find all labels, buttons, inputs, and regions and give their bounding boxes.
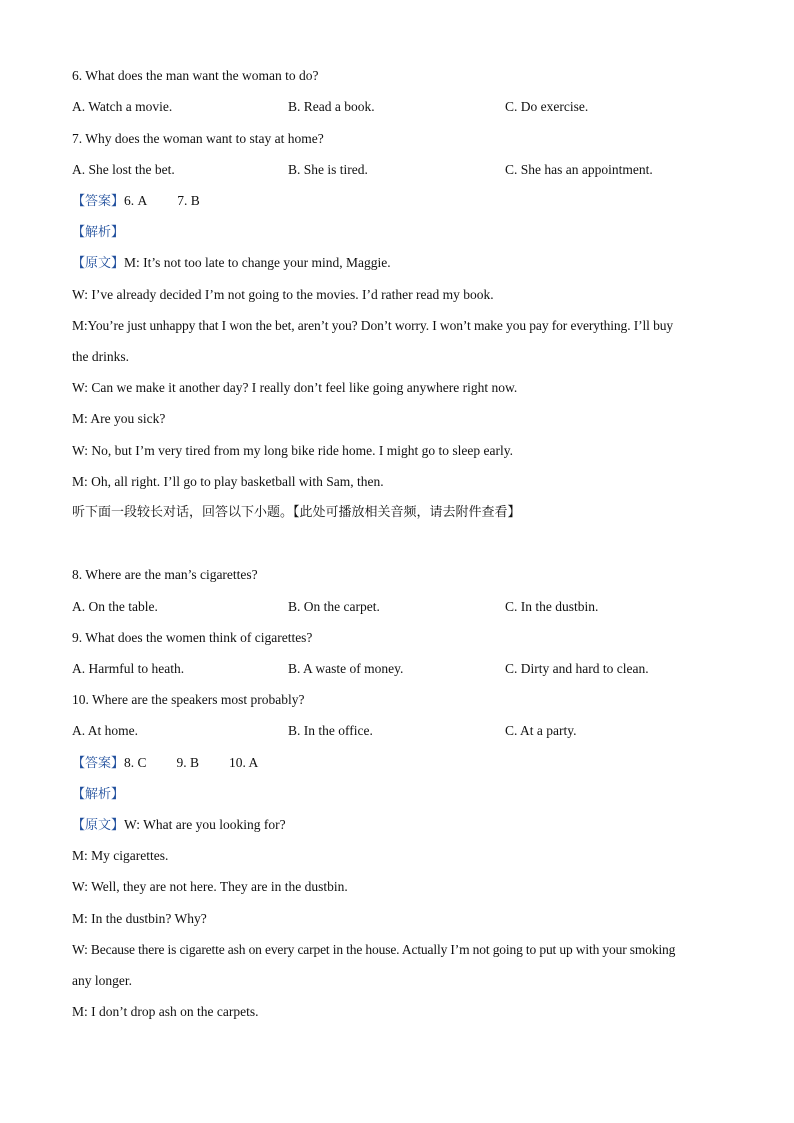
analysis-line-1 [72,224,124,241]
q9-option-c: C. Dirty and hard to clean. [505,661,649,676]
q8-option-b: B. On the carpet. [288,599,380,614]
analysis-line-2 [72,786,124,803]
answer-tag: 【答案】 [72,194,125,209]
transcript-1-line-3: the drinks. [72,349,129,364]
answer-10: 10. A [229,755,259,770]
transcript-text: W: What are you looking for? [124,817,286,832]
original-tag: 【原文】 [72,256,125,271]
q6-option-c: C. Do exercise. [505,99,589,114]
transcript-2-line-6: M: I don’t drop ash on the carpets. [72,1004,259,1019]
question-8: 8. Where are the man’s cigarettes? [72,567,258,582]
answer-7: 7. B [177,193,200,208]
answer-8: 8. C [124,755,147,770]
listening-instruction: 听下面一段较长对话，回答以下小题。【此处可播放相关音频，请去附件查看】 [72,505,521,520]
transcript-1-line-6: W: No, but I’m very tired from my long bike ride home. I might go to sleep early. [72,443,514,458]
question-6: 6. What does the man want the woman to do? [72,68,319,83]
transcript-2-line-1: M: My cigarettes. [72,848,169,863]
transcript-2-line-3: M: In the dustbin? Why? [72,911,207,926]
q6-option-a: A. Watch a movie. [72,99,173,114]
q8-option-a: A. On the table. [72,599,158,614]
q8-option-c: C. In the dustbin. [505,599,599,614]
answer-9: 9. B [176,755,200,770]
q10-option-b: B. In the office. [288,723,373,738]
q6-option-b: B. Read a book. [288,99,375,114]
original-tag: 【原文】 [72,818,125,833]
transcript-1-line-0 [72,255,391,272]
transcript-1-line-4: W: Can we make it another day? I really don’t feel like going anywhere right now. [72,380,518,395]
transcript-1-line-7: M: Oh, all right. I’ll go to play basketball with Sam, then. [72,474,384,489]
q7-option-b: B. She is tired. [288,162,368,177]
transcript-1-line-1: W: I’ve already decided I’m not going to the movies. I’d rather read my book. [72,287,494,302]
transcript-text: M: It’s not too late to change your mind, Maggie. [124,255,391,270]
transcript-2-line-0 [72,817,286,834]
q10-option-c: C. At a party. [505,723,577,738]
q9-option-a: A. Harmful to heath. [72,661,185,676]
answer-line-2 [72,755,258,772]
transcript-1-line-5: M: Are you sick? [72,411,166,426]
transcript-1-line-2: M:You’re just unhappy that I won the bet, aren’t you? Don’t worry. I won’t make you pay for everything. I’ll buy [72,318,674,333]
question-9: 9. What does the women think of cigarettes? [72,630,313,645]
transcript-2-line-2: W: Well, they are not here. They are in the dustbin. [72,879,348,894]
q9-option-b: B. A waste of money. [288,661,404,676]
q10-option-a: A. At home. [72,723,138,738]
answer-tag: 【答案】 [72,756,125,771]
transcript-2-line-4: W: Because there is cigarette ash on every carpet in the house. Actually I’m not going to put up with your smoking [72,942,676,957]
q7-option-a: A. She lost the bet. [72,162,175,177]
answer-6: 6. A [124,193,148,208]
analysis-tag: 【解析】 [72,787,125,802]
question-10: 10. Where are the speakers most probably? [72,692,305,707]
question-7: 7. Why does the woman want to stay at home? [72,131,324,146]
analysis-tag: 【解析】 [72,225,125,240]
transcript-2-line-5: any longer. [72,973,132,988]
q7-option-c: C. She has an appointment. [505,162,653,177]
answer-line-1 [72,193,200,210]
